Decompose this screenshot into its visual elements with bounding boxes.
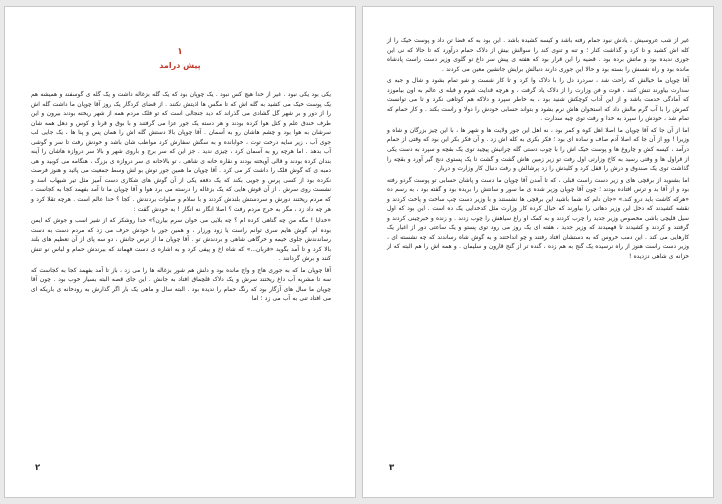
paragraph: غیر از شب عروسیش ، یادش نبود حمام رفته باشد و کیسه کشیده باشد . این بود به که فضا تن داد و پوست خیک را از کله اش کشید و تا کرد و گذاشت کنار ؛ و تنه و تنوی کند را سوالش بیش از دلاک حمام درآورد که تا حالا که نی این جوری ندیده بود و ماتش برده بود . قضیه را این قرار بود که هفته ی پیش سر داغ تو گلوی وزیر دست راست پادشاه مانده بود و راه نفسش را بسته بود و حالا این جوری دارند دنبالش برایش جانشین معین می کردند . <box>387 38 689 73</box>
left-page-body <box>31 91 331 307</box>
page-number: ۲ <box>35 463 41 473</box>
page-number: ۳ <box>389 463 395 473</box>
chapter-number: ۱ <box>177 47 183 57</box>
paragraph: یکی بود یکی نبود . غیر از خدا هیچ کس نبود . یک چوپان بود که یک گله بزغاله داشت و یک گله ی گوسفند و همیشه هم یک پوست خیک می کشید به گله اش که تا مگس ها اذیتش نکنند . از قضای کردگار یک روز آقا چوپان ما داشت گله اش را از دور و بر شهر گل گشادی می گذراند که دید جنجالی است که تو فلک مردم همه از شهر ریخته بودند بیرون و این طرف خندق علم و کتل هوا کرده بودند و هر دسته یک جور عزا می گرفتند و با بوق و قرنا و کوس و دهل همه شان سرشان به هوا بود و چشم هاشان رو به آسمان . آقا چوپان بالا دستش گله اش را همان پس و پنا ها ، یک جایی لب جوی آب ، زیر سایه درخت توت ، خوابانده و به سگش سفارش کرد مواظب شان باشد و خودش رفت تا سر و گوشی آب بدهد . اما هرچه رو به آسمان کرد ، چیزی ندید . جز این که سر برج و باروی شهر و بالا سر دروازه هاشان را آینه بندان کرده بودند و قالی آویخته بودند و نقاره خانه ی شاهی ، تو بالاخانه ی سر دروازه ی بزرگ ، هنگامه می کوبید و هی دمبه ی که گوش فلک را داشت کر می کرد . آقا چوپان ما همین جور توش بو لش وسط جمعیت می پائید و هنوز فرصت نکرده بود از کسی پرس و جویی بکند که یک دفعه یکی از آن گوش های شکاری دست آمیز مثل تیر شیهاب اسد و نشست روی سرش . از آن قوش هایی که یک بزغاله را درسته می برد هوا و آقا چوپان ما تا آمد بفهمد کجا به کجاست ، که مردم ریختند دورش و سردستش بلندش کردند و با سلام و صلوات بردندش . کجا ؟ خدا عالم است . هرچه تقلا کرد و هر چه داد زد ، مگر به خرج مردم رفت ؟ اصلا انگار نه انگار ! به خودش گفت : <box>31 92 331 213</box>
right-page <box>362 6 714 498</box>
left-page <box>4 6 356 498</box>
paragraph: اما بشنوید از برقچی های و زیر دست راست قبلی ، که تا آمدن آقا چوپان ما دست و پاشان حسابی تو پوست گردو رفته بود و از آقا بد و ترس افتاده بودند ؛ چون آقا چوپان وزیر شده ی ما سور و سانتش را بریده بود و گفته بود ، به رسم ده «هرکه کاشت باید درو کند.» «جان دلم که شما باشید این برقچی ها نشستند و با وزیر دست چپ ساخت و پاخت کردند و نقشه کشیدند که دخل این وزیر دهاتی را بیاورند که خیال کرده کار وزارت مثل کدخدایی یک ده است . این بود که اول سیل قلیچی باشی مخصوص وزیر جدید را چرب کردند و به کمک او راغ سیاهش را چوب زدند . و زنده و خبرچینی کردند و گرفتند و کردند و کشیدند تا فهمیدند که وزیر جدید ، هفته ای یک روز می رود توی پستو و یک ساعتی دور از اغیار یک کارهایی می کند . این دمب خروس که به دستشان افتاد رفتند و چو انداختند و به گوش شاه رساندند که چه نشسته ای ، وزیر دست راست هنوز از راه نرسیده یک گنج به هم زده ، گنده تر از گنج قارون و سلیمان . و همه اش را هم البته که از خزانه ی شاهی دزدیده ! <box>387 177 689 261</box>
chapter-title: پیش درامد <box>159 61 201 70</box>
right-page-body <box>387 37 689 265</box>
paragraph: «خدایا ! مگه من چه گناهی کرده ام ؟ چه بلایی می خوان سرم بیارن؟» خدا روشکر که از شیر اسب و جوش که ایمن بوده ام. گوش هایم سری توانم راست یا زود ورزار ، و همین جور با خودش حرف می زد که مردم دست به دست رساندندش جلوی خیمه و خرگاهی شاهی و بردندش تو . آقا چوپان ما از ترس جانش ، دو سه پای از آن تعظیم های بلند بالا کرد و تا آمد بگوید «قربان...» که شاه اخ و پیفی کرد و به اشاره ی دست فهماند که ببرندش حمام و لباس نو تنش کنند و برش گردانند . <box>31 218 331 263</box>
paragraph: آقا چوپان ما خیالش که راحت شد ، سردرد دل را با دلاک وا کرد و تا کار شست و شو تمام بشود و شال و جبه ی سدارت بیاورند تنش کنند ، قوت و فن وزارت را از دلاک یاد گرفت ، و هرچه قدایت شوم و قبله ی عالم به اون بیاموزد که آمادگی خدمت باشد و از این آداب کوچکش شنید بود ، به خاطر سپرد و دلاکه هم کوتاهی نکرد و تا می توانست کمرش را با آب گرم مالش داد که استخوان هاش نرم بشود و بتواند حسابی خودش را دولا و راست بکند . و کار حمام که تمام شد ، خودش را سپرد به خدا و رفت توی چیه سدارت . <box>387 78 689 123</box>
paragraph: اما از آن جا که آقا چوپان ما اصلا اهل کوه و کمر بود ، نه اهل این جور ولایت ها و شهر ها ، با این چیز بزرگان و شاه و وزیرا ! وو از آن جا که اصلا آدم صاف و ساده ای بود ؛ فکر بکری به کله اش زد . و آن فکر بکر این بود که وقتی از حمام درآمد ، کیسه کش و چاروغ ها و پوست خیک اش را با چوب دستی گله چرانیش پیچید توی یک بقچه و سپرد به دست یکی از قراول ها و وقتی رسید به کاخ وزارتی اول رفت تو زیر زمین هاش گشت و گشت تا یک پستوی دنج گیر آورد و بقچه را گذاشت توی یک صندوق و درش را قفل کرد و کلیدش را زد پرشالش و رفت دنبال کار وزارت و دربار . <box>387 127 689 173</box>
paragraph: آقا چوپان ما که به جوری هاج و واج مانده بود و دلش هم شور بزغاله ها را می زد ، باز تا آمد بفهمد کجا به کجاست که سه تا مشربه آب داغ ریختند سرش و یک دلاک قلچماق افتاد به جانش . این جای قصه البته بسیار خوب بود . چون آقا چوپان ما سال های آزگار بود که رنگ حمام را ندیده بود . البته سال و ماهی یک بار اگر گذارش به رودخانه ی باریکه ای می افتاد تنی به آب می زد ؛ اما <box>31 267 331 303</box>
